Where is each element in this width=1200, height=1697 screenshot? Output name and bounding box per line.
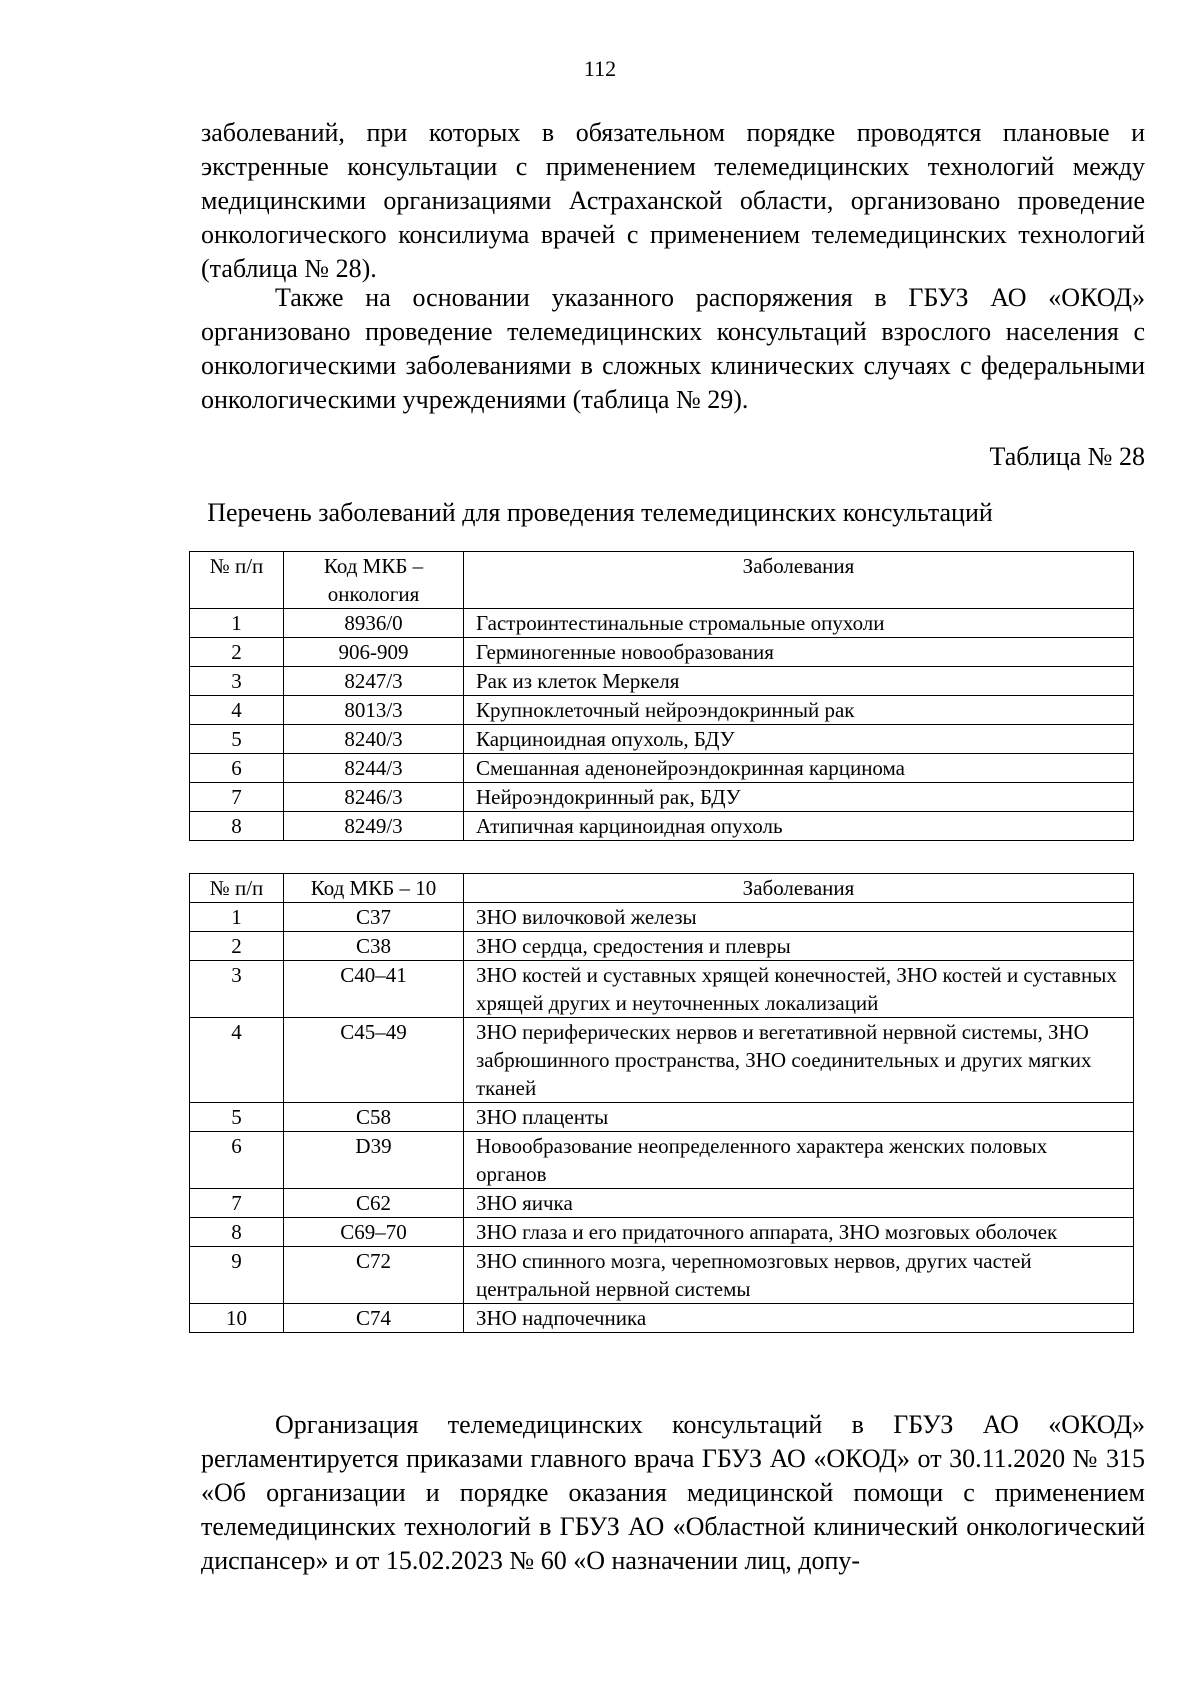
header-disease: Заболевания — [464, 552, 1134, 609]
oncology-codes-table — [189, 551, 1134, 841]
table-header-row — [190, 874, 1134, 903]
cell-disease: Карциноидная опухоль, БДУ — [464, 725, 1134, 754]
table-row — [190, 667, 1134, 696]
table-row — [190, 638, 1134, 667]
cell-code: С58 — [284, 1103, 464, 1132]
table-row — [190, 1103, 1134, 1132]
table-row — [190, 1247, 1134, 1304]
paragraph-regulation — [201, 1408, 1145, 1578]
cell-disease: ЗНО яичка — [464, 1189, 1134, 1218]
cell-code: С72 — [284, 1247, 464, 1304]
table-body — [190, 903, 1134, 1333]
cell-code: С45–49 — [284, 1018, 464, 1103]
table-row — [190, 783, 1134, 812]
table-header-row — [190, 552, 1134, 609]
header-code: Код МКБ – онкология — [284, 552, 464, 609]
table-row — [190, 1304, 1134, 1333]
cell-disease: Герминогенные новообразования — [464, 638, 1134, 667]
cell-number: 6 — [190, 754, 284, 783]
cell-number: 2 — [190, 638, 284, 667]
paragraph-text: Также на основании указанного распоряжения в ГБУЗ АО «ОКОД» организовано проведение телемедицинских консультаций взрослого населения с онкологическими заболеваниями в сложных клинических случаях с федеральными онкологическими учреждениями (таблица № 29). — [201, 283, 1145, 414]
cell-number: 4 — [190, 1018, 284, 1103]
cell-disease: Нейроэндокринный рак, БДУ — [464, 783, 1134, 812]
cell-code: 8247/3 — [284, 667, 464, 696]
cell-code: С38 — [284, 932, 464, 961]
cell-disease: ЗНО периферических нервов и вегетативной нервной системы, ЗНО забрюшинного пространства, ЗНО соединительных и других мягких тканей — [464, 1018, 1134, 1103]
table-row — [190, 725, 1134, 754]
header-number: № п/п — [190, 552, 284, 609]
table-row — [190, 696, 1134, 725]
header-disease: Заболевания — [464, 874, 1134, 903]
cell-code: 8244/3 — [284, 754, 464, 783]
cell-disease: Новообразование неопределенного характера женских половых органов — [464, 1132, 1134, 1189]
cell-code: С40–41 — [284, 961, 464, 1018]
header-code: Код МКБ – 10 — [284, 874, 464, 903]
cell-code: С74 — [284, 1304, 464, 1333]
cell-number: 2 — [190, 932, 284, 961]
cell-disease: ЗНО надпочечника — [464, 1304, 1134, 1333]
cell-number: 4 — [190, 696, 284, 725]
cell-code: 8249/3 — [284, 812, 464, 841]
table-row — [190, 812, 1134, 841]
table-title: Перечень заболеваний для проведения телемедицинских консультаций — [207, 498, 993, 527]
table-label: Таблица № 28 — [989, 442, 1145, 471]
cell-code: 8013/3 — [284, 696, 464, 725]
header-number: № п/п — [190, 874, 284, 903]
cell-number: 1 — [190, 609, 284, 638]
cell-code: С62 — [284, 1189, 464, 1218]
cell-disease: ЗНО сердца, средостения и плевры — [464, 932, 1134, 961]
table-body — [190, 609, 1134, 841]
cell-disease: ЗНО глаза и его придаточного аппарата, ЗНО мозговых оболочек — [464, 1218, 1134, 1247]
cell-number: 1 — [190, 903, 284, 932]
cell-disease: ЗНО плаценты — [464, 1103, 1134, 1132]
table-row — [190, 609, 1134, 638]
cell-number: 3 — [190, 961, 284, 1018]
cell-disease: ЗНО костей и суставных хрящей конечностей, ЗНО костей и суставных хрящей других и неуточненных локализаций — [464, 961, 1134, 1018]
cell-number: 5 — [190, 1103, 284, 1132]
cell-code: 8936/0 — [284, 609, 464, 638]
cell-disease: Крупноклеточный нейроэндокринный рак — [464, 696, 1134, 725]
table-row — [190, 1189, 1134, 1218]
table-row — [190, 754, 1134, 783]
cell-number: 8 — [190, 1218, 284, 1247]
cell-number: 9 — [190, 1247, 284, 1304]
cell-disease: Гастроинтестинальные стромальные опухоли — [464, 609, 1134, 638]
cell-number: 7 — [190, 783, 284, 812]
table-row — [190, 932, 1134, 961]
cell-number: 3 — [190, 667, 284, 696]
table-row — [190, 961, 1134, 1018]
paragraph-intro — [201, 116, 1145, 286]
cell-number: 5 — [190, 725, 284, 754]
cell-disease: Смешанная аденонейроэндокринная карцинома — [464, 754, 1134, 783]
page-number: 112 — [583, 56, 617, 81]
table-row — [190, 1218, 1134, 1247]
paragraph-order — [201, 281, 1145, 417]
paragraph-text: Организация телемедицинских консультаций в ГБУЗ АО «ОКОД» регламентируется приказами главного врача ГБУЗ АО «ОКОД» от 30.11.2020 № 315 «Об организации и порядке оказания медицинской помощи с применением телемедицинских технологий в ГБУЗ АО «Областной клинический онкологический диспансер» и от 15.02.2023 № 60 «О назначении лиц, допу- — [201, 1410, 1145, 1575]
cell-number: 6 — [190, 1132, 284, 1189]
cell-code: 906-909 — [284, 638, 464, 667]
paragraph-text: заболеваний, при которых в обязательном порядке проводятся плановые и экстренные консультации с применением телемедицинских технологий между медицинскими организациями Астраханской области, организовано проведение онкологического консилиума врачей с применением телемедицинских технологий (таблица № 28). — [201, 118, 1145, 283]
cell-number: 8 — [190, 812, 284, 841]
cell-disease: Рак из клеток Меркеля — [464, 667, 1134, 696]
cell-disease: ЗНО спинного мозга, черепномозговых нервов, других частей центральной нервной системы — [464, 1247, 1134, 1304]
cell-code: 8246/3 — [284, 783, 464, 812]
cell-code: С37 — [284, 903, 464, 932]
cell-number: 10 — [190, 1304, 284, 1333]
cell-code: С69–70 — [284, 1218, 464, 1247]
icd10-codes-table — [189, 873, 1134, 1333]
cell-number: 7 — [190, 1189, 284, 1218]
table-row — [190, 1018, 1134, 1103]
cell-disease: ЗНО вилочковой железы — [464, 903, 1134, 932]
cell-disease: Атипичная карциноидная опухоль — [464, 812, 1134, 841]
table-row — [190, 903, 1134, 932]
cell-code: 8240/3 — [284, 725, 464, 754]
table-row — [190, 1132, 1134, 1189]
cell-code: D39 — [284, 1132, 464, 1189]
